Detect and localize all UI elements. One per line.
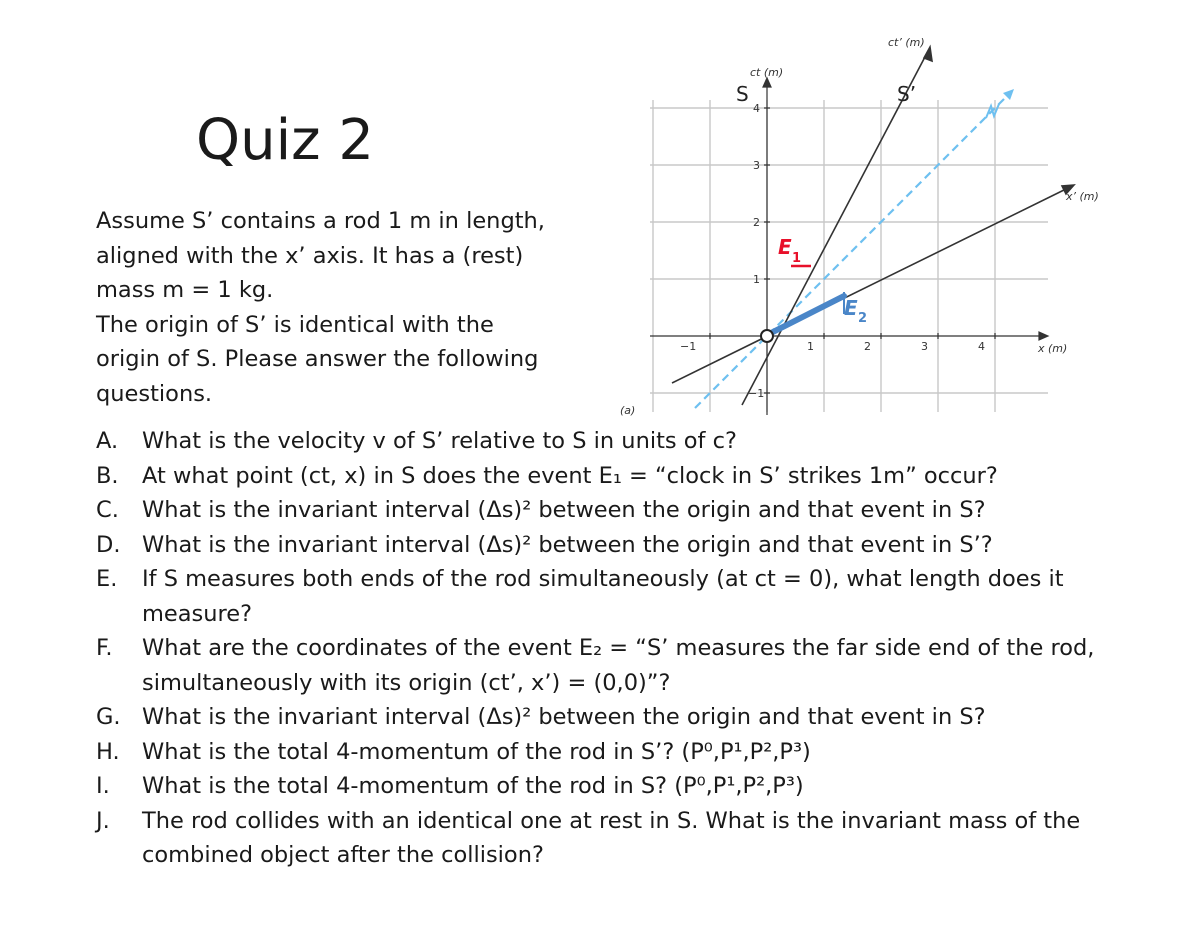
y-tick-label: −1 <box>748 387 765 400</box>
ctp-axis-label: ct’ (m) <box>888 36 925 49</box>
question-list <box>96 424 1176 873</box>
question-label: E. <box>96 566 118 592</box>
frame-s-label: S <box>736 82 749 106</box>
rod <box>769 296 844 334</box>
question-item <box>96 459 1176 494</box>
intro-line: mass m = 1 kg. <box>96 277 274 303</box>
svg-text:E: E <box>844 296 858 320</box>
panel-label: (a) <box>620 404 636 417</box>
question-item <box>96 700 1176 735</box>
question-item <box>96 493 1176 528</box>
question-text: What is the total 4-momentum of the rod in S’? (P⁰,P¹,P²,P³) <box>142 738 811 765</box>
y-tick-label: 3 <box>753 159 760 172</box>
question-item <box>96 804 1176 873</box>
svg-text:2: 2 <box>858 311 868 326</box>
question-label: B. <box>96 462 119 489</box>
question-text: What is the velocity v of S’ relative to S in units of c? <box>142 428 737 454</box>
svg-text:E: E <box>778 235 792 259</box>
question-item <box>96 562 1176 631</box>
x-tick-label: 4 <box>978 340 985 353</box>
ct-axis-label: ct (m) <box>750 66 784 79</box>
x-tick-label: 2 <box>864 340 871 353</box>
question-text: If S measures both ends of the rod simultaneously (at ct = 0), what length does it measure? <box>142 566 1064 627</box>
question-text: The rod collides with an identical one at rest in S. What is the invariant mass of the combined object after the collision? <box>142 807 1081 868</box>
x-axis-arrow <box>1039 332 1048 340</box>
light-wave-icon <box>986 104 999 118</box>
question-text: What is the invariant interval (Δs)² between the origin and that event in S? <box>142 704 986 730</box>
question-text: At what point (ct, x) in S does the event E₁ = “clock in S’ strikes 1m” occur? <box>142 462 998 489</box>
page-title: Quiz 2 <box>196 108 374 173</box>
xp-axis-label: x’ (m) <box>1066 190 1099 203</box>
y-tick-label: 1 <box>753 273 760 286</box>
question-text: What is the invariant interval (Δs)² between the origin and that event in S? <box>142 497 986 523</box>
ct-axis-arrow <box>763 78 771 87</box>
light-line-arrow <box>1003 89 1014 100</box>
x-tick-label: 3 <box>921 340 928 353</box>
svg-text:1: 1 <box>792 251 802 266</box>
frame-sprime-label: S’ <box>897 82 917 106</box>
ctp-axis-arrow <box>924 47 932 61</box>
light-line <box>695 95 1008 408</box>
question-item <box>96 769 1176 804</box>
question-label: C. <box>96 497 119 523</box>
y-tick-label: 4 <box>753 102 760 115</box>
question-text: What is the total 4-momentum of the rod in S? (P⁰,P¹,P²,P³) <box>142 773 804 799</box>
question-label: G. <box>96 704 121 730</box>
question-label: F. <box>96 635 113 661</box>
y-tick-label: 2 <box>753 216 760 229</box>
question-item <box>96 528 1176 563</box>
x-tick-label: −1 <box>680 340 697 353</box>
intro-line: Assume S’ contains a rod 1 m in length, <box>96 208 545 234</box>
intro-line: questions. <box>96 380 213 407</box>
question-label: D. <box>96 531 121 558</box>
x-tick-label: 1 <box>807 340 814 353</box>
question-item <box>96 735 1176 770</box>
x-tick-labels <box>680 340 985 353</box>
event-e2-label <box>844 296 867 326</box>
y-tick-labels <box>748 102 764 400</box>
question-label: H. <box>96 738 120 765</box>
intro-line: origin of S. Please answer the following <box>96 346 539 372</box>
event-e1-label <box>778 235 811 266</box>
question-label: I. <box>96 773 110 799</box>
intro-line: aligned with the x’ axis. It has a (rest) <box>96 242 524 269</box>
question-text: What are the coordinates of the event E₂ = “S’ measures the far side end of the rod, simultaneously with its origin (ct’, x’) = (0,0)”? <box>142 635 1095 696</box>
question-text: What is the invariant interval (Δs)² between the origin and that event in S’? <box>142 531 993 558</box>
origin-marker <box>761 330 773 342</box>
question-label: A. <box>96 428 119 454</box>
question-item <box>96 424 1176 459</box>
x-axis-label: x (m) <box>1038 342 1068 355</box>
spacetime-diagram <box>0 0 1200 430</box>
question-item <box>96 631 1176 700</box>
question-label: J. <box>96 807 110 834</box>
intro-line: The origin of S’ is identical with the <box>96 311 494 338</box>
xp-axis <box>672 189 1066 383</box>
